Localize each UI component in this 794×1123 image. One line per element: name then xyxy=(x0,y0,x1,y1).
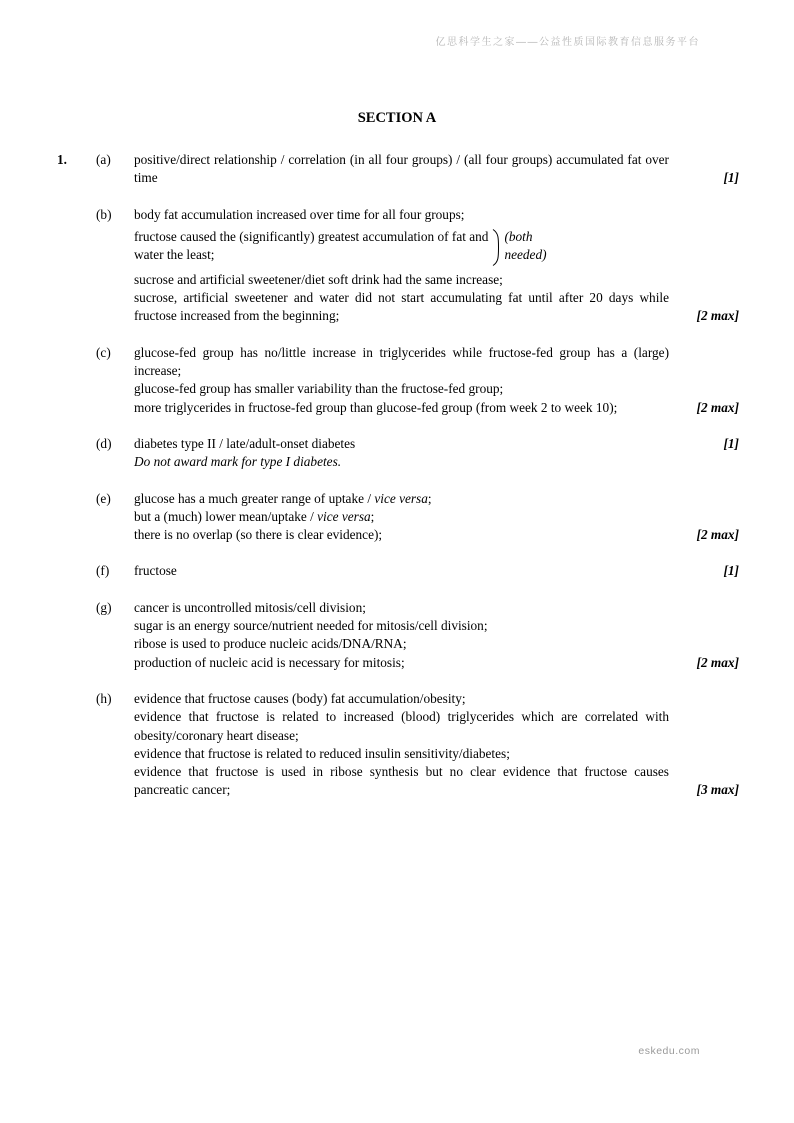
answer-line: glucose has a much greater range of uptake / vice versa; xyxy=(134,490,432,506)
part-label: (e) xyxy=(96,490,111,506)
answer-part-e xyxy=(57,490,739,545)
answer-line: cancer is uncontrolled mitosis/cell division; xyxy=(134,599,366,615)
answer-part-h xyxy=(57,690,739,800)
answer-line: glucose-fed group has smaller variability than the fructose-fed group; xyxy=(134,381,504,397)
answer-line: evidence that fructose is used in ribose synthesis but no clear evidence that fructose causes pancreatic cancer; xyxy=(134,764,669,798)
answer-line: sucrose and artificial sweetener/diet soft drink had the same increase; xyxy=(134,271,503,287)
answer-note: Do not award mark for type I diabetes. xyxy=(134,454,342,470)
answer-part-a xyxy=(57,151,739,188)
answer-text xyxy=(134,490,669,545)
answer-line: fructose caused the (significantly) greatest accumulation of fat and xyxy=(134,228,489,244)
answer-line: body fat accumulation increased over time for all four groups; xyxy=(134,206,465,222)
mark-badge: [1] xyxy=(723,435,739,451)
answer-text xyxy=(134,206,669,326)
part-label: (h) xyxy=(96,690,112,706)
answer-line: there is no overlap (so there is clear evidence); xyxy=(134,527,383,543)
answer-part-g xyxy=(57,599,739,672)
answer-line: evidence that fructose is related to increased (blood) triglycerides which are correlated with obesity/coronary heart disease; xyxy=(134,709,669,743)
mark-scheme-content xyxy=(57,151,739,818)
answer-line: positive/direct relationship / correlation (in all four groups) / (all four groups) accumulated fat over time xyxy=(134,152,669,186)
part-label: (a) xyxy=(96,152,111,167)
answer-line: production of nucleic acid is necessary for mitosis; xyxy=(134,654,405,670)
answer-line: more triglycerides in fructose-fed group than glucose-fed group (from week 2 to week 10); xyxy=(134,399,618,415)
part-label: (c) xyxy=(96,344,111,360)
answer-part-f xyxy=(57,562,739,580)
mark-badge: [2 max] xyxy=(696,527,739,543)
mark-badge: [3 max] xyxy=(696,782,739,798)
answer-text xyxy=(134,344,669,417)
answer-part-d xyxy=(57,435,739,472)
both-needed-clause xyxy=(134,228,669,267)
answer-line: sucrose, artificial sweetener and water did not start accumulating fat until after 20 days while fructose increased from the beginning; xyxy=(134,290,669,324)
right-brace-icon xyxy=(492,229,501,266)
answer-line: evidence that fructose is related to reduced insulin sensitivity/diabetes; xyxy=(134,745,510,761)
answer-text xyxy=(134,599,669,672)
part-label: (b) xyxy=(96,206,112,222)
watermark: 亿思科学生之家——公益性质国际教育信息服务平台 xyxy=(435,37,700,48)
section-title: SECTION A xyxy=(357,110,437,126)
answer-note: needed) xyxy=(504,247,547,263)
mark-badge: [2 max] xyxy=(696,308,739,324)
mark-badge: [1] xyxy=(723,170,739,186)
answer-line: ribose is used to produce nucleic acids/DNA/RNA; xyxy=(134,636,407,652)
answer-line: fructose xyxy=(134,563,177,579)
answer-text xyxy=(134,151,669,188)
part-label: (d) xyxy=(96,435,112,451)
answer-line: water the least; xyxy=(134,247,215,263)
answer-part-c xyxy=(57,344,739,417)
question-number: 1. xyxy=(57,152,67,167)
answer-line: glucose-fed group has no/little increase in triglycerides while fructose-fed group has a (large) increase; xyxy=(134,344,669,379)
answer-line: but a (much) lower mean/uptake / vice versa; xyxy=(134,508,375,524)
answer-text xyxy=(134,690,669,800)
part-label: (g) xyxy=(96,599,112,615)
answer-text xyxy=(134,562,669,580)
mark-badge: [2 max] xyxy=(696,399,739,415)
footer-site: eskedu.com xyxy=(638,1045,700,1057)
mark-badge: [1] xyxy=(723,563,739,579)
part-label: (f) xyxy=(96,563,110,579)
mark-badge: [2 max] xyxy=(696,654,739,670)
answer-line: sugar is an energy source/nutrient needed for mitosis/cell division; xyxy=(134,618,488,634)
answer-line: evidence that fructose causes (body) fat accumulation/obesity; xyxy=(134,690,466,706)
answer-note: (both xyxy=(504,228,533,244)
answer-part-b xyxy=(57,206,739,326)
answer-line: diabetes type II / late/adult-onset diabetes xyxy=(134,435,356,451)
answer-text xyxy=(134,435,669,472)
